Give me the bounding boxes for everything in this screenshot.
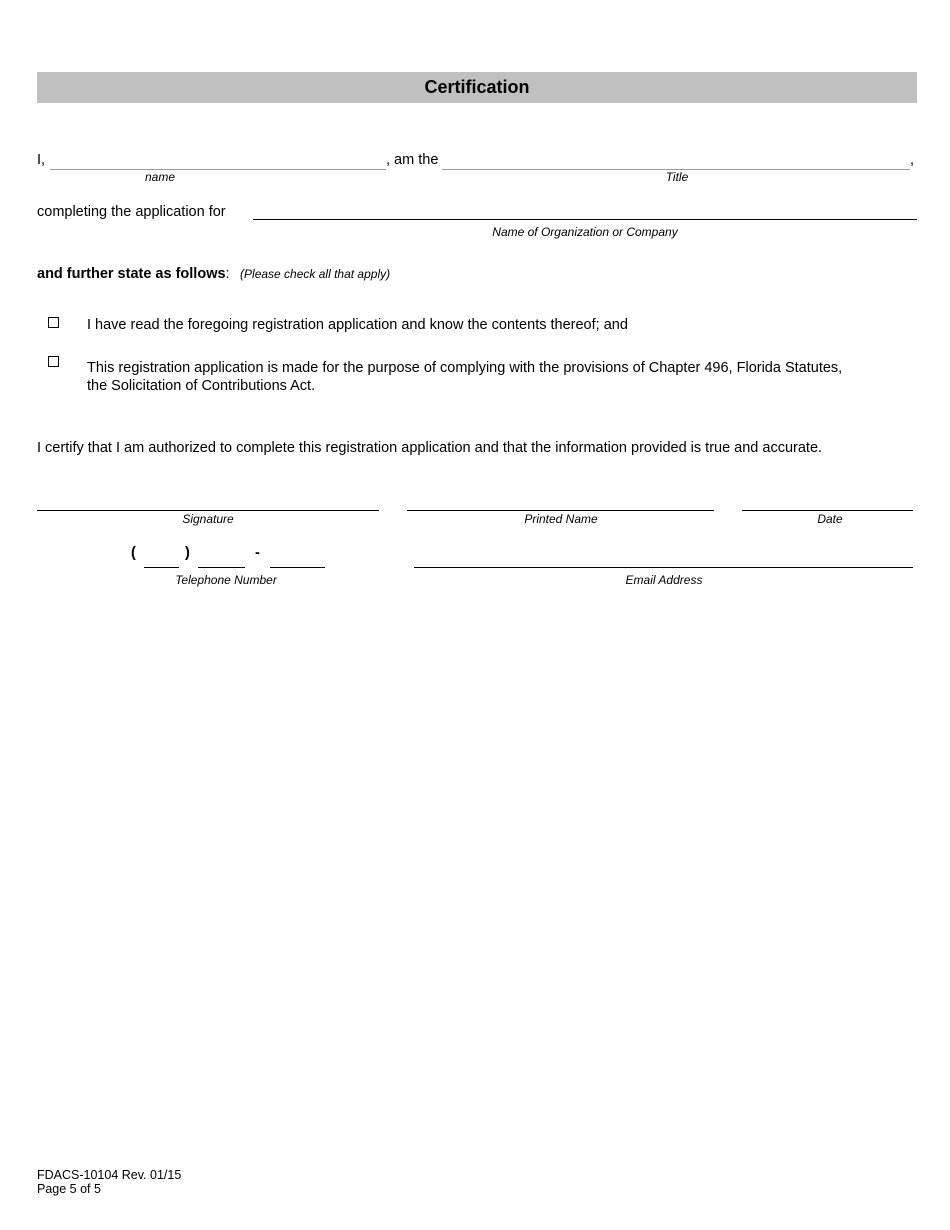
further-statement [37,265,390,283]
signature-field[interactable] [37,510,379,511]
section-title: Certification [424,77,530,97]
printed-name-field[interactable] [407,510,714,511]
phone-dash: - [255,545,260,561]
organization-caption: Name of Organization or Company [492,225,678,239]
phone-area-code-field[interactable] [144,567,179,568]
signature-caption: Signature [182,512,234,526]
telephone-caption: Telephone Number [175,573,277,587]
certify-statement: I certify that I am authorized to complete this registration application and that the information provided is true and accurate. [37,440,823,456]
phone-line-number-field[interactable] [270,567,325,568]
organization-field[interactable] [253,219,917,220]
phone-prefix-field[interactable] [198,567,245,568]
intro-suffix: , [910,152,915,168]
form-id: FDACS-10104 Rev. 01/15 [37,1168,182,1182]
date-caption: Date [817,512,843,526]
title-caption: Title [665,170,689,184]
name-field[interactable] [50,169,386,170]
intro-prefix: I, [37,152,46,168]
check-2-text-line2: the Solicitation of Contributions Act. [87,378,316,394]
further-hint: (Please check all that apply) [240,267,391,281]
phone-close-paren: ) [185,545,190,561]
date-field[interactable] [742,510,913,511]
section-header-bar [37,72,917,103]
intro-middle: , am the [386,152,439,168]
further-colon: : [225,266,230,282]
name-caption: name [144,170,176,184]
organization-label: completing the application for [37,204,226,220]
checkbox-read-application[interactable] [48,317,59,328]
further-bold-text: and further state as follows [37,266,226,282]
phone-open-paren: ( [131,545,136,561]
printed-name-caption: Printed Name [524,512,598,526]
check-1-text: I have read the foregoing registration application and know the contents thereof; and [87,317,628,333]
email-caption: Email Address [625,573,703,587]
check-2-text-line1: This registration application is made for the purpose of complying with the provisions of Chapter 496, Florida Statutes, [87,360,843,376]
page-number: Page 5 of 5 [37,1182,101,1196]
email-field[interactable] [414,567,913,568]
checkbox-compliance-purpose[interactable] [48,356,59,367]
